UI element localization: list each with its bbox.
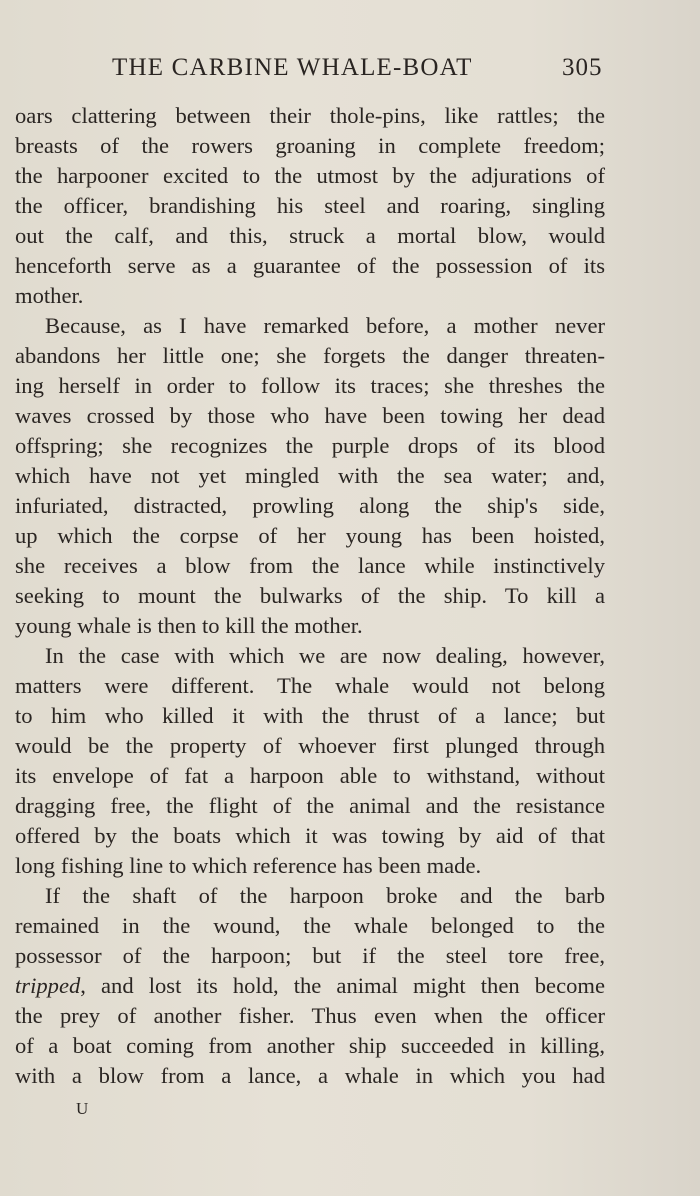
text-line: the officer, brandishing his steel and roaring, singling [15,193,605,218]
text-line: up which the corpse of her young has been hoisted, [15,523,605,548]
page-header [0,48,700,88]
line-rest: , and lost its hold, the animal might then become [80,973,605,998]
text-line-italic-start [15,971,605,1001]
paragraph-start: In the case with which we are now dealing, however, [45,643,605,668]
paragraph-start: Because, as I have remarked before, a mother never [45,313,605,338]
page-number: 305 [562,54,603,81]
text-line: of a boat coming from another ship succeeded in killing, [15,1033,605,1058]
text-line: breasts of the rowers groaning in complete freedom; [15,133,605,158]
text-line: the prey of another fisher. Thus even when the officer [15,1003,605,1028]
text-line: remained in the wound, the whale belonged to the [15,913,605,938]
text-line: oars clattering between their thole-pins, like rattles; the [15,103,605,128]
text-line: possessor of the harpoon; but if the steel tore free, [15,943,605,968]
running-title: THE CARBINE WHALE-BOAT [112,54,473,81]
text-line: the harpooner excited to the utmost by the adjurations of [15,163,605,188]
paragraph-start: If the shaft of the harpoon broke and the barb [45,883,605,908]
text-line: which have not yet mingled with the sea water; and, [15,463,605,488]
text-line: she receives a blow from the lance while instinctively [15,553,605,578]
text-line: to him who killed it with the thrust of a lance; but [15,703,605,728]
text-line: offspring; she recognizes the purple drops of its blood [15,433,605,458]
text-line: out the calf, and this, struck a mortal blow, would [15,223,605,248]
signature-mark: U [76,1099,90,1118]
body-text [15,101,605,1091]
text-line: henceforth serve as a guarantee of the possession of its [15,253,605,278]
text-line: long fishing line to which reference has been made. [15,853,482,878]
text-line: infuriated, distracted, prowling along the ship's side, [15,493,605,518]
text-line: abandons her little one; she forgets the danger threaten- [15,343,605,368]
text-line: would be the property of whoever first plunged through [15,733,605,758]
text-line: waves crossed by those who have been towing her dead [15,403,605,428]
text-line: seeking to mount the bulwarks of the ship. To kill a [15,583,605,608]
text-line: dragging free, the flight of the animal and the resistance [15,793,605,818]
text-line: young whale is then to kill the mother. [15,613,363,638]
text-line: ing herself in order to follow its traces; she threshes the [15,373,605,398]
text-line: matters were different. The whale would not belong [15,673,605,698]
text-line: with a blow from a lance, a whale in which you had [15,1063,605,1088]
text-line: offered by the boats which it was towing by aid of that [15,823,605,848]
italic-word: tripped [15,973,81,998]
text-line: its envelope of fat a harpoon able to withstand, without [15,763,605,788]
text-line: mother. [15,283,84,308]
